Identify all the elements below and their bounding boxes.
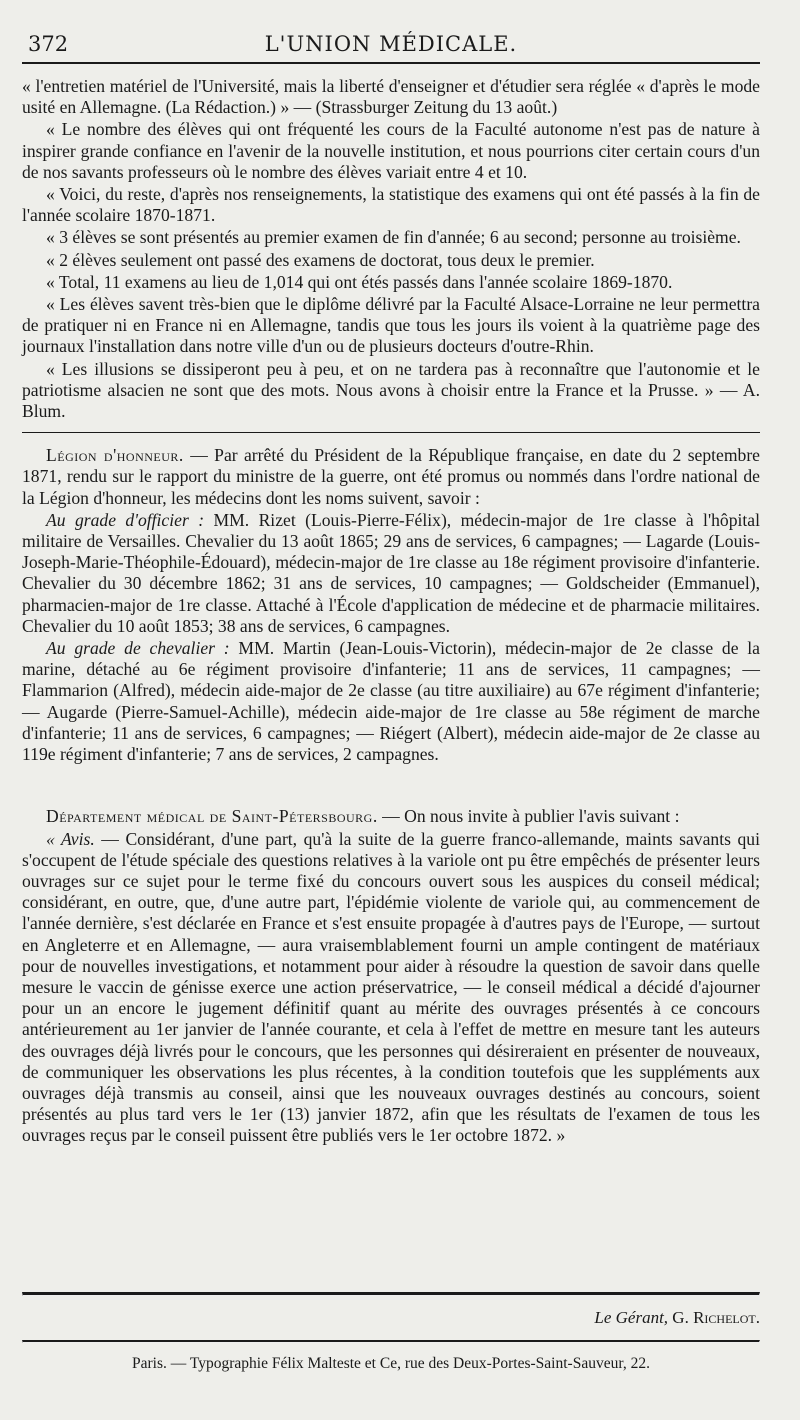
paragraph: « l'entretien matériel de l'Université, mais la liberté d'enseigner et d'étudier sera réglée « d'après le mode usité en Allemagne. (La Rédaction.) » — (Strassburger Zeitung du 13 août.) bbox=[22, 76, 760, 118]
section-divider bbox=[22, 432, 760, 433]
avis-label: « Avis. bbox=[46, 828, 95, 849]
petersbourg-heading: Département médical de Saint-Pétersbourg. bbox=[46, 806, 378, 827]
paragraph: « 2 élèves seulement ont passé des examens de doctorat, tous deux le premier. bbox=[46, 249, 595, 270]
paragraph: « Le nombre des élèves qui ont fréquenté les cours de la Faculté autonome n'est pas de nature à inspirer grande confiance en l'avenir de la nouvelle institution, et nous pourrions citer certain cours d'un de nos savants professeurs où le nombre des élèves variait entre 4 et 10. bbox=[22, 119, 760, 182]
journal-page bbox=[22, 22, 760, 1400]
paragraph: « Total, 11 examens au lieu de 1,014 qui ont étés passés dans l'année scolaire 1869-1870. bbox=[46, 271, 673, 292]
paragraph: « Les élèves savent très-bien que le diplôme délivré par la Faculté Alsace-Lorraine ne leur permettra de pratiquer ni en France ni en Allemagne, tandis que tous les jours ils voient à la quatrième page des journaux l'installation dans notre ville d'un ou de plusieurs docteurs d'outre-Rhin. bbox=[22, 294, 760, 357]
journal-title: L'UNION MÉDICALE. bbox=[264, 32, 518, 56]
paragraph: « Voici, du reste, d'après nos renseignements, la statistique des examens qui ont été passés à la fin de l'année scolaire 1870-1871. bbox=[22, 184, 760, 226]
officier-list: Au grade d'officier : MM. Rizet (Louis-Pierre-Félix), médecin-major de 1re classe à l'hôpital militaire de Versailles. Chevalier du 13 août 1865; 29 ans de services, 6 campagnes; — Lagarde (Louis-Joseph-Marie-Théophile-Édouard), médecin-major de 1re classe au 18e régiment provisoire d'infanterie. Chevalier du 30 décembre 1862; 31 ans de services, 10 campagnes; — Goldscheider (Emmanuel), pharmacien-major de 1re classe. Attaché à l'École d'application de médecine et de pharmacie militaires. Chevalier du 10 août 1853; 38 ans de services, 6 campagnes. bbox=[22, 509, 760, 636]
paragraph: « 3 élèves se sont présentés au premier examen de fin d'année; 6 au second; personne au troisième. bbox=[46, 227, 741, 248]
gerant-signature: Le Gérant, G. Richelot. bbox=[594, 1308, 760, 1327]
chevalier-label: Au grade de chevalier : bbox=[46, 638, 230, 659]
page-header bbox=[22, 22, 760, 64]
legion-intro: Légion d'honneur. — Par arrêté du Président de la République française, en date du 2 septembre 1871, rendu sur le rapport du ministre de la guerre, ont été promus ou nommés dans l'ordre national de la Légion d'honneur, les médecins dont les noms suivent, savoir : bbox=[22, 445, 760, 508]
imprint-rule bbox=[22, 1340, 760, 1343]
page-footer bbox=[22, 1292, 760, 1373]
footer-rule bbox=[22, 1292, 760, 1296]
page-number: 372 bbox=[28, 32, 69, 56]
paragraph: « Les illusions se dissiperont peu à peu, et on ne tardera pas à reconnaître que l'autonomie et le patriotisme alsacien ne sont que des mots. Nous avons à choisir entre la France et la Prusse. » — A. Blum. bbox=[22, 358, 760, 422]
article-body bbox=[22, 76, 760, 1147]
officier-label: Au grade d'officier : bbox=[46, 509, 205, 530]
petersbourg-intro: Département médical de Saint-Pétersbourg. — On nous invite à publier l'avis suivant : bbox=[46, 806, 680, 827]
printer-imprint: Paris. — Typographie Félix Malteste et Ce, rue des Deux-Portes-Saint-Sauveur, 22. bbox=[131, 1355, 651, 1372]
chevalier-list: Au grade de chevalier : MM. Martin (Jean-Louis-Victorin), médecin-major de 2e classe de la marine, détaché au 6e régiment provisoire d'infanterie; 11 ans de services, 11 campagnes; — Flammarion (Alfred), médecin aide-major de 2e classe (au titre auxiliaire) au 67e régiment d'infanterie; — Augarde (Pierre-Samuel-Achille), médecin aide-major de 1re classe au 58e régiment de marche d'infanterie; 11 ans de services, 6 campagnes; — Riégert (Albert), médecin aide-major de 2e classe au 119e régiment d'infanterie; 7 ans de services, 2 campagnes. bbox=[22, 638, 760, 765]
legion-heading: Légion d'honneur. bbox=[46, 445, 184, 466]
avis-paragraph: « Avis. — Considérant, d'une part, qu'à la suite de la guerre franco-allemande, maints savants qui s'occupent de l'étude spéciale des questions relatives à la variole ont pu être empêchés de présenter leurs ouvrages sur ce sujet pour le terme fixé du concours ouvert sous les auspices du conseil médical; considérant, en outre, que, d'une autre part, l'épidémie violente de variole qui, au commencement de l'année dernière, s'est déclarée en France et s'est ensuite propagée à d'autres pays de l'Europe, — surtout en Angleterre et en Allemagne, — aura vraisemblablement fourni un ample contingent de matériaux pour de nouvelles investigations, et notamment pour aider à résoudre la question de savoir dans quelle mesure le vaccin de génisse exerce une action préservatrice, — le conseil médical a décidé d'ajourner pour un an encore le jugement définitif quant au mérite des ouvrages présentés à ce concours antérieurement au 1er janvier de l'année courante, et cela à l'effet de mettre en mesure tant les auteurs des ouvrages déjà livrés pour le concours, que les personnes qui désireraient en présenter de nouveaux, de communiquer les observations les plus récentes, à la condition toutefois que les suppléments aux ouvrages déjà transmis au conseil, ainsi que les nouveaux ouvrages destinés au concours, soient présentés au plus tard vers le 1er (13) janvier 1872, afin que les résultats de l'examen de tous les ouvrages reçus par le conseil puissent être publiés vers le 1er octobre 1872. » bbox=[22, 828, 760, 1146]
